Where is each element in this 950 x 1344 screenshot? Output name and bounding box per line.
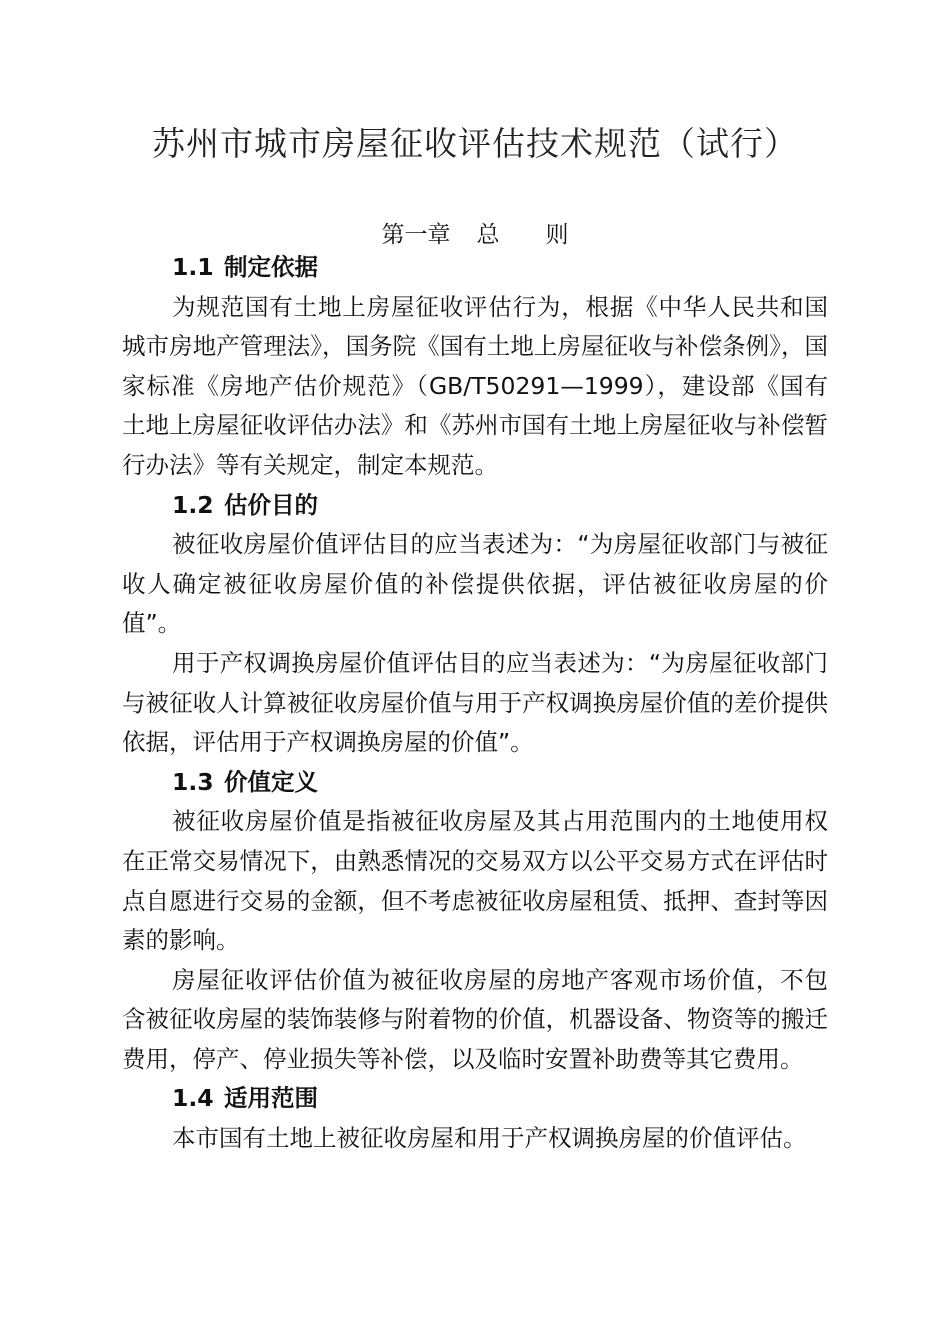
section-heading	[122, 1079, 828, 1119]
paragraph: 被征收房屋价值是指被征收房屋及其占用范围内的土地使用权在正常交易情况下，由熟悉情况的交易双方以公平交易方式在评估时点自愿进行交易的金额，但不考虑被征收房屋租赁、抵押、查封等因素的影响。	[122, 807, 828, 955]
section-number: 1.2	[172, 490, 214, 519]
section-title: 制定依据	[224, 253, 318, 281]
section-title: 估价目的	[224, 490, 318, 519]
section-number: 1.3	[172, 767, 214, 796]
section-heading	[122, 763, 828, 803]
paragraph: 用于产权调换房屋价值评估目的应当表述为：“为房屋征收部门与被征收人计算被征收房屋价值与用于产权调换房屋价值的差价提供依据，评估用于产权调换房屋的价值”。	[122, 648, 828, 757]
paragraph: 本市国有土地上被征收房屋和用于产权调换房屋的价值评估。	[172, 1124, 807, 1153]
paragraph: 被征收房屋价值评估目的应当表述为：“为房屋征收部门与被征收人确定被征收房屋价值的补偿提供依据，评估被征收房屋的价值”。	[122, 530, 828, 638]
chapter-word-1: 总	[476, 222, 500, 248]
section-number: 1.1	[172, 253, 214, 281]
paragraph: 为规范国有土地上房屋征收评估行为，根据《中华人民共和国城市房地产管理法》，国务院《国有土地上房屋征收与补偿条例》，国家标准《房地产估价规范》（GB/T50291—1999），建设部《国有土地上房屋征收评估办法》和《苏州市国有土地上房屋征收与补偿暂行办法》等有关规定，制定本规范。	[122, 292, 828, 479]
chapter-word-2: 则	[545, 222, 569, 248]
section-heading	[122, 486, 828, 526]
document-title: 苏州市城市房屋征收评估技术规范（试行）	[152, 124, 798, 163]
document-body	[122, 248, 828, 1159]
section-heading	[122, 248, 828, 288]
chapter-label: 第一章	[381, 222, 451, 248]
chapter-heading	[0, 216, 950, 249]
section-title: 适用范围	[224, 1084, 318, 1113]
section-title: 价值定义	[224, 767, 318, 796]
paragraph: 房屋征收评估价值为被征收房屋的房地产客观市场价值，不包含被征收房屋的装饰装修与附着物的价值，机器设备、物资等的搬迁费用，停产、停业损失等补偿，以及临时安置补助费等其它费用。	[122, 965, 828, 1073]
section-number: 1.4	[172, 1084, 214, 1113]
